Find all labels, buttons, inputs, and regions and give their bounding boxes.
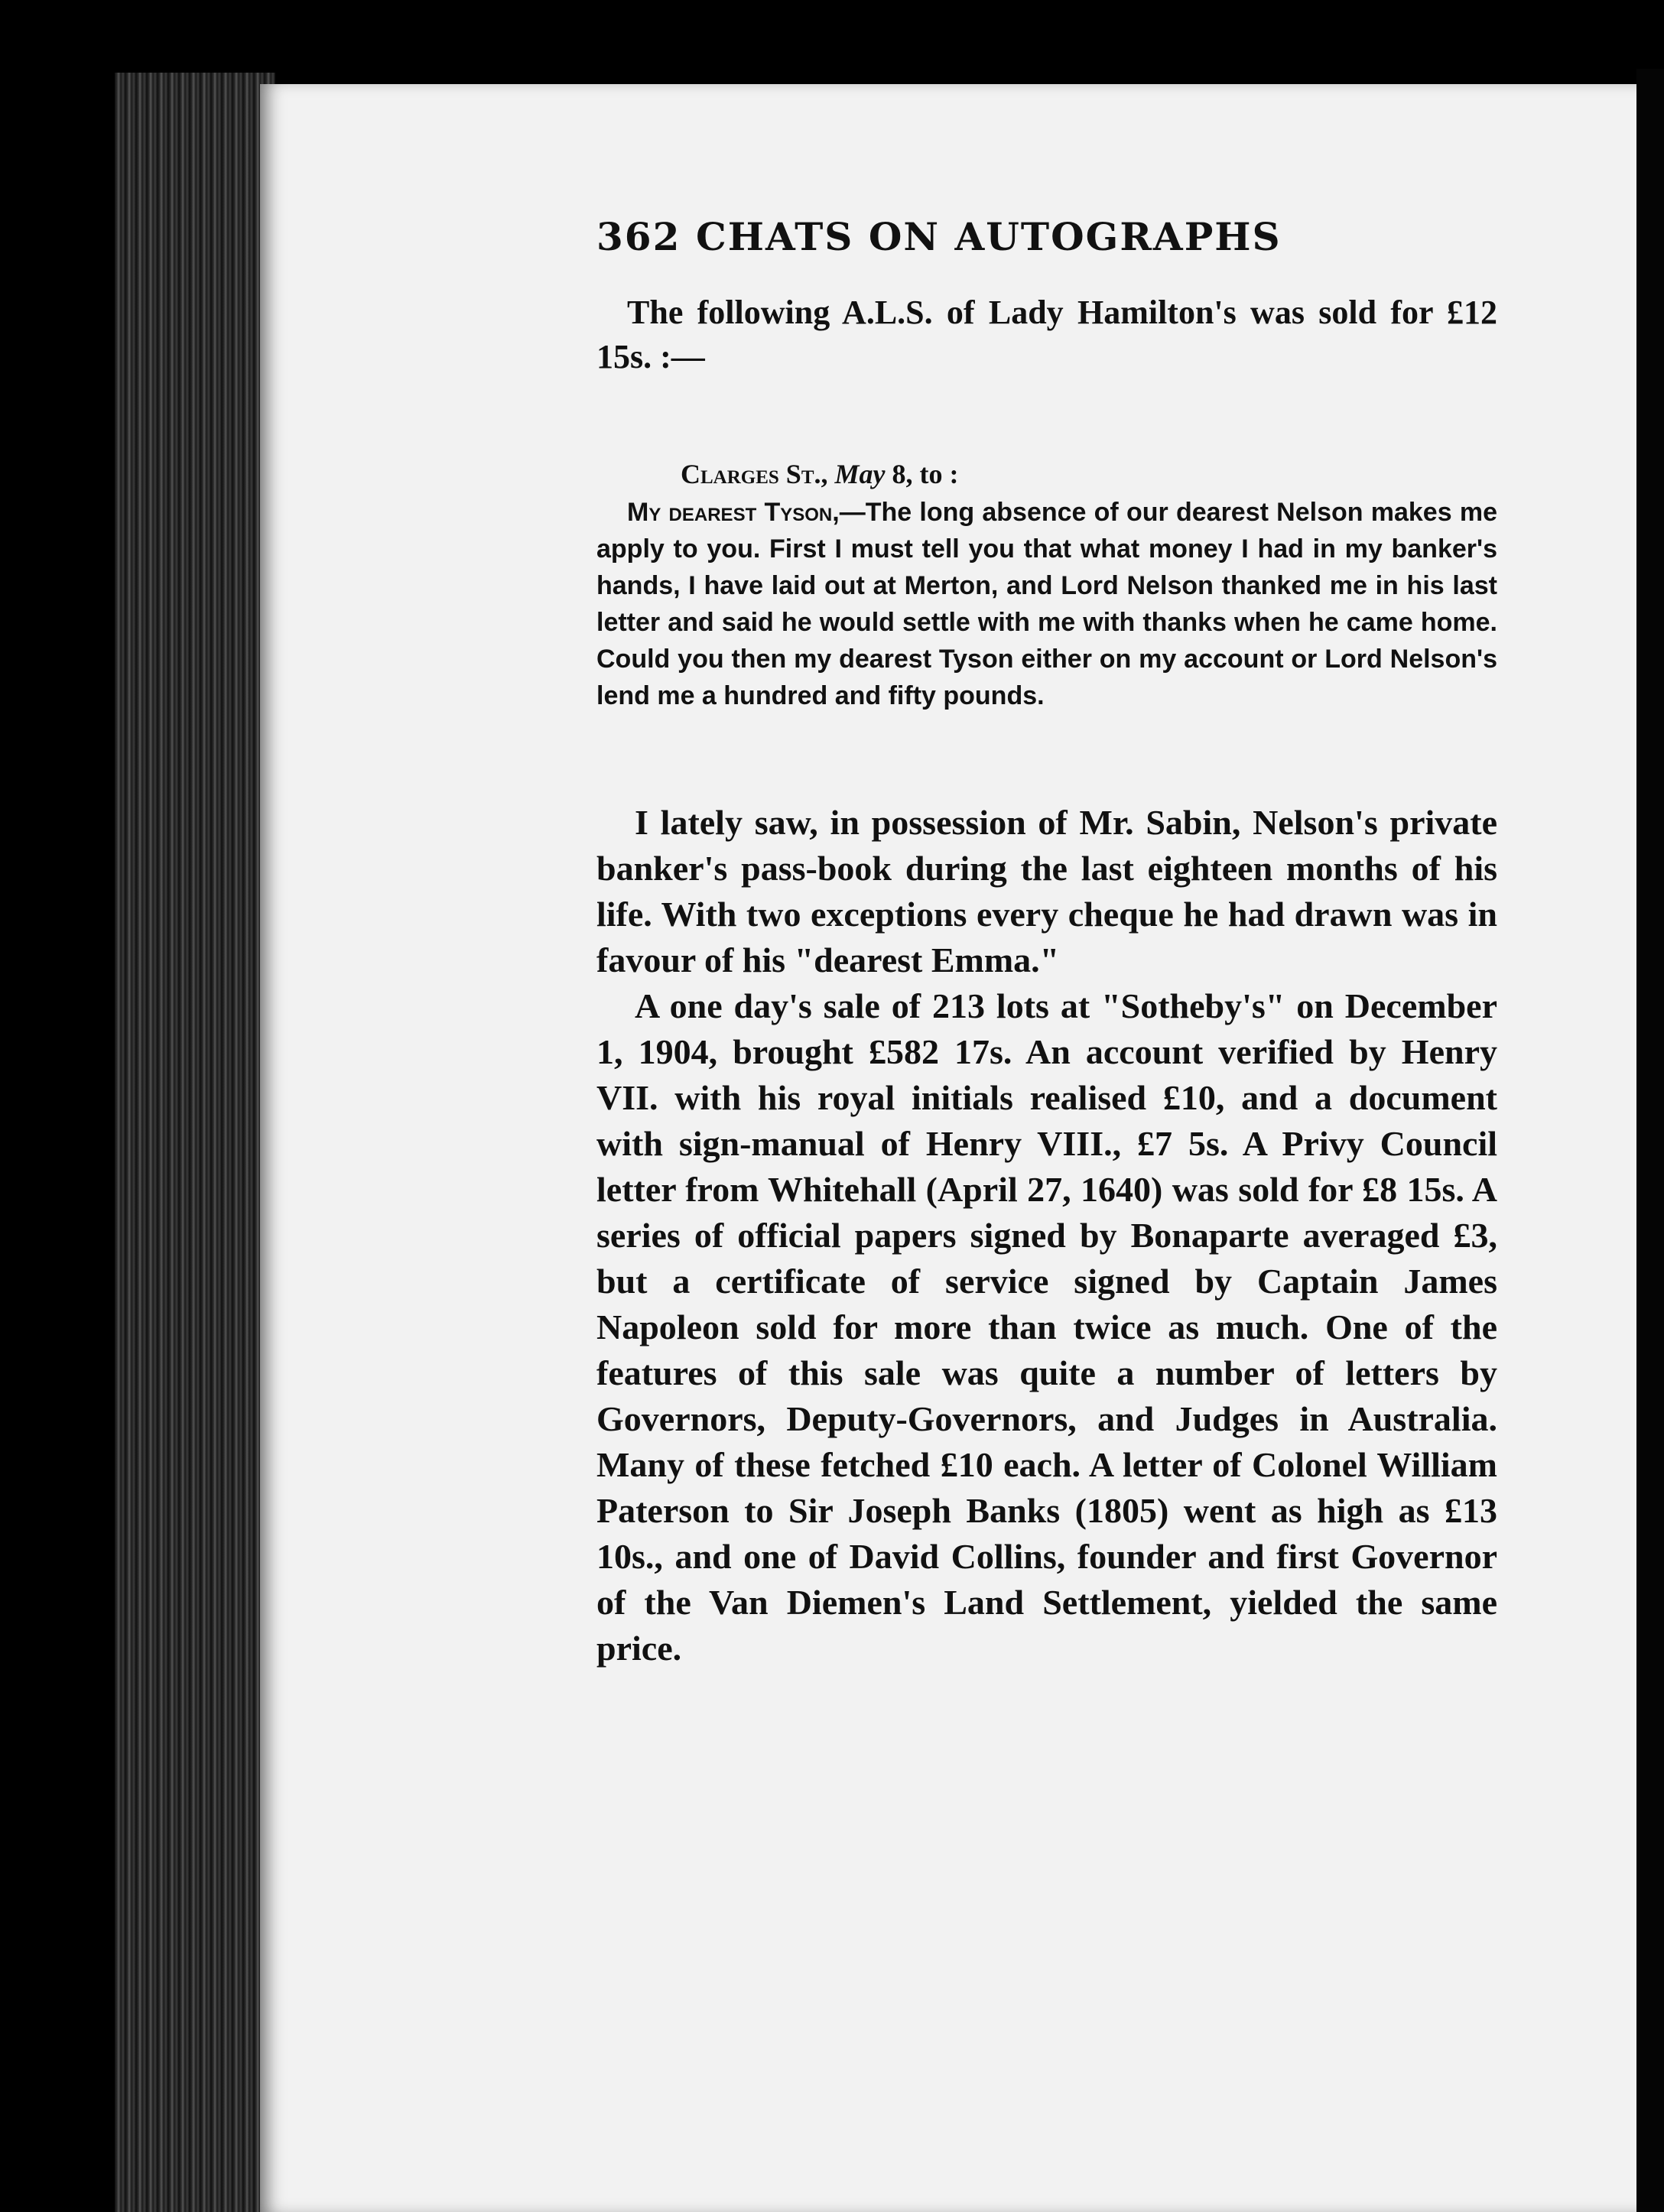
letter-dateline <box>681 456 1497 492</box>
page-number: 362 <box>596 214 681 259</box>
running-head <box>596 214 1497 260</box>
intro-paragraph: The following A.L.S. of Lady Hamilton's was sold for £12 15s. :— <box>596 294 1497 375</box>
dateline-place: Clarges St., <box>681 459 828 489</box>
right-margin-shadow <box>1636 69 1664 2212</box>
page-edges <box>115 73 275 2212</box>
body-paragraph-1: I lately saw, in possession of Mr. Sabin, Nelson's private banker's pass-book during the last eighteen months of his life. With two exceptions every cheque he had drawn was in favour of his "dearest Emma." <box>596 803 1497 979</box>
letter-salutation: My dearest Tyson, <box>627 498 840 527</box>
dateline-rest: 8, to : <box>892 459 959 489</box>
page-text <box>596 214 1497 1671</box>
body-paragraph-2: A one day's sale of 213 lots at "Sotheby's" on December 1, 1904, brought £582 17s. An account verified by Henry VII. with his royal initials realised £10, and a document with sign-manual of Henry VIII., £7 5s. A Privy Council letter from Whitehall (April 27, 1640) was sold for £8 15s. A series of official papers signed by Bonaparte averaged £3, but a certificate of service signed by Captain James Napoleon sold for more than twice as much. One of the features of this sale was quite a number of letters by Governors, Deputy-Governors, and Judges in Australia. Many of these fetched £10 each. A letter of Colonel William Paterson to Sir Joseph Banks (1805) went as high as £13 10s., and one of David Collins, founder and first Governor of the Van Diemen's Land Settlement, yielded the same price. <box>596 986 1497 1668</box>
letter-text: —The long absence of our dearest Nelson makes me apply to you. First I must tell you that what money I had in my banker's hands, I have laid out at Merton, and Lord Nelson thanked me in his last letter and said he would settle with me with thanks when he came home. Could you then my dearest Tyson either on my account or Lord Nelson's lend me a hundred and fifty pounds. <box>596 498 1497 710</box>
running-title: CHATS ON AUTOGRAPHS <box>696 214 1282 259</box>
quoted-letter <box>596 456 1497 714</box>
dateline-date: May <box>834 459 886 489</box>
letter-body <box>596 494 1497 714</box>
